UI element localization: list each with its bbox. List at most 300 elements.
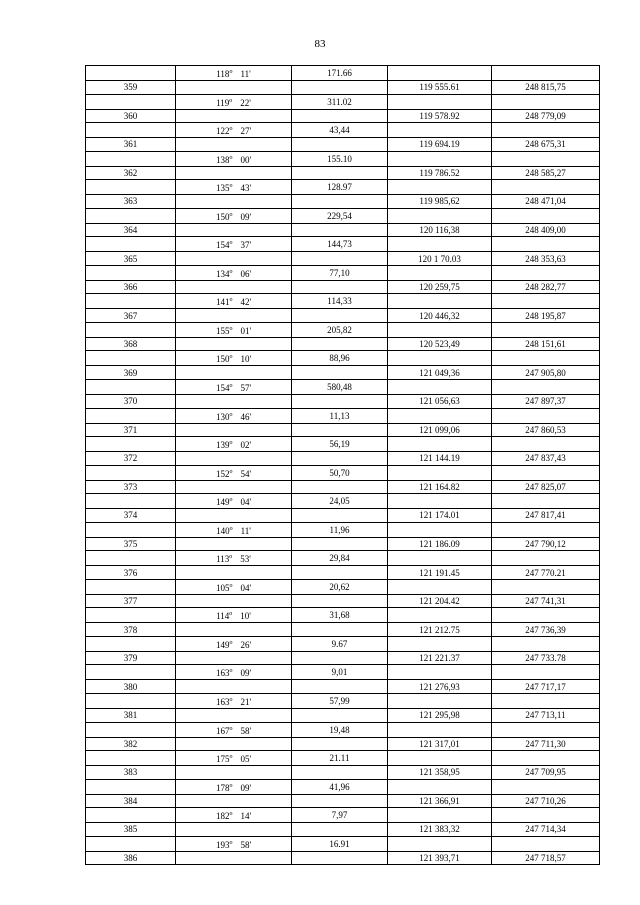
- point-cell: [86, 608, 176, 623]
- table-row: [86, 737, 600, 751]
- y-coordinate-cell: 247 817,41: [492, 509, 600, 523]
- table-row: [86, 280, 600, 294]
- distance-cell: 19,48: [292, 722, 388, 737]
- y-coordinate-cell: 247 736,39: [492, 623, 600, 637]
- distance-cell: [292, 337, 388, 351]
- point-cell: 360: [86, 109, 176, 123]
- bearing-cell: [176, 579, 292, 594]
- bearing-cell: [176, 836, 292, 851]
- table-row: [86, 180, 600, 195]
- bearing-minutes: 09': [240, 211, 252, 222]
- bearing-cell: [176, 208, 292, 223]
- distance-cell: [292, 680, 388, 694]
- x-coordinate-cell: [388, 265, 492, 280]
- distance-cell: 88,96: [292, 351, 388, 366]
- y-coordinate-cell: 248 195,87: [492, 309, 600, 323]
- x-coordinate-cell: 121 049,36: [388, 366, 492, 380]
- distance-cell: [292, 252, 388, 266]
- x-coordinate-cell: [388, 779, 492, 794]
- bearing-degrees: 135: [215, 183, 230, 194]
- bearing-cell: [176, 665, 292, 680]
- distance-cell: 9.67: [292, 636, 388, 651]
- y-coordinate-cell: 248 779,09: [492, 109, 600, 123]
- bearing-minutes: 21': [240, 697, 252, 708]
- distance-cell: 24,05: [292, 494, 388, 509]
- bearing-degrees: 155: [215, 325, 230, 336]
- bearing-cell: [176, 322, 292, 337]
- x-coordinate-cell: 119 985,62: [388, 195, 492, 209]
- bearing-degrees: 175: [215, 754, 230, 765]
- table-row: [86, 465, 600, 480]
- bearing-cell: [176, 636, 292, 651]
- y-coordinate-cell: [492, 66, 600, 81]
- table-row: [86, 81, 600, 95]
- y-coordinate-cell: [492, 380, 600, 395]
- distance-cell: [292, 138, 388, 152]
- table-row: [86, 208, 600, 223]
- point-cell: [86, 636, 176, 651]
- distance-cell: [292, 709, 388, 723]
- bearing-minutes: 11': [240, 525, 251, 536]
- point-cell: [86, 380, 176, 395]
- table-row: [86, 408, 600, 423]
- point-cell: [86, 151, 176, 166]
- table-row: [86, 509, 600, 523]
- table-row: [86, 709, 600, 723]
- table-row: [86, 579, 600, 594]
- bearing-cell: [176, 437, 292, 452]
- x-coordinate-cell: [388, 579, 492, 594]
- table-row: [86, 480, 600, 494]
- bearing-cell: [176, 380, 292, 395]
- x-coordinate-cell: 121 295,98: [388, 709, 492, 723]
- x-coordinate-cell: 121 317,01: [388, 737, 492, 751]
- x-coordinate-cell: [388, 836, 492, 851]
- y-coordinate-cell: 248 471,04: [492, 195, 600, 209]
- x-coordinate-cell: 121 099,06: [388, 423, 492, 437]
- bearing-cell: [176, 81, 292, 95]
- table-row: [86, 823, 600, 837]
- y-coordinate-cell: 247 905,80: [492, 366, 600, 380]
- distance-cell: [292, 109, 388, 123]
- y-coordinate-cell: [492, 779, 600, 794]
- degree-symbol: o: [229, 611, 233, 618]
- distance-cell: 11,13: [292, 408, 388, 423]
- degree-symbol: o: [229, 126, 233, 133]
- table-row: [86, 636, 600, 651]
- bearing-minutes: 27': [240, 126, 252, 137]
- y-coordinate-cell: [492, 151, 600, 166]
- distance-cell: 31,68: [292, 608, 388, 623]
- distance-cell: [292, 223, 388, 237]
- y-coordinate-cell: 248 815,75: [492, 81, 600, 95]
- bearing-degrees: 118: [216, 69, 230, 79]
- bearing-cell: [176, 109, 292, 123]
- distance-cell: [292, 395, 388, 409]
- table-row: [86, 366, 600, 380]
- distance-cell: 41,96: [292, 779, 388, 794]
- x-coordinate-cell: [388, 608, 492, 623]
- distance-cell: [292, 766, 388, 780]
- x-coordinate-cell: [388, 322, 492, 337]
- x-coordinate-cell: [388, 151, 492, 166]
- y-coordinate-cell: 247 897,37: [492, 395, 600, 409]
- table-row: [86, 494, 600, 509]
- distance-cell: 57,99: [292, 694, 388, 709]
- x-coordinate-cell: 121 366,91: [388, 794, 492, 808]
- bearing-cell: [176, 309, 292, 323]
- coordinate-table-body: [86, 66, 600, 865]
- bearing-minutes: 04': [240, 497, 252, 508]
- point-cell: [86, 779, 176, 794]
- bearing-degrees: 150: [215, 211, 230, 222]
- bearing-cell: [176, 537, 292, 551]
- distance-cell: 9,01: [292, 665, 388, 680]
- bearing-cell: [176, 722, 292, 737]
- x-coordinate-cell: 121 164.82: [388, 480, 492, 494]
- y-coordinate-cell: 247 741,31: [492, 594, 600, 608]
- table-row: [86, 294, 600, 309]
- y-coordinate-cell: [492, 208, 600, 223]
- x-coordinate-cell: [388, 294, 492, 309]
- point-cell: 379: [86, 651, 176, 665]
- point-cell: 359: [86, 81, 176, 95]
- y-coordinate-cell: [492, 722, 600, 737]
- distance-cell: 43,44: [292, 123, 388, 138]
- bearing-degrees: 141: [215, 297, 230, 308]
- degree-symbol: o: [229, 582, 233, 589]
- degree-symbol: o: [229, 325, 233, 332]
- degree-symbol: o: [229, 411, 233, 418]
- bearing-degrees: 122: [215, 126, 230, 137]
- point-cell: 370: [86, 395, 176, 409]
- bearing-cell: [176, 651, 292, 665]
- bearing-cell: [176, 680, 292, 694]
- bearing-degrees: 149: [215, 497, 230, 508]
- x-coordinate-cell: 121 174.01: [388, 509, 492, 523]
- point-cell: 362: [86, 166, 176, 180]
- y-coordinate-cell: [492, 180, 600, 195]
- bearing-cell: [176, 465, 292, 480]
- degree-symbol: o: [229, 211, 233, 218]
- bearing-degrees: 163: [215, 697, 230, 708]
- x-coordinate-cell: 121 204.42: [388, 594, 492, 608]
- x-coordinate-cell: 119 555.61: [388, 81, 492, 95]
- bearing-cell: [176, 166, 292, 180]
- y-coordinate-cell: [492, 608, 600, 623]
- point-cell: [86, 408, 176, 423]
- bearing-minutes: 11': [240, 69, 251, 79]
- bearing-degrees: 178: [215, 782, 230, 793]
- bearing-cell: [176, 265, 292, 280]
- table-row: [86, 623, 600, 637]
- bearing-degrees: 154: [215, 383, 230, 394]
- point-cell: 371: [86, 423, 176, 437]
- y-coordinate-cell: [492, 551, 600, 566]
- x-coordinate-cell: [388, 208, 492, 223]
- bearing-cell: [176, 509, 292, 523]
- point-cell: 366: [86, 280, 176, 294]
- degree-symbol: o: [229, 554, 233, 561]
- point-cell: 378: [86, 623, 176, 637]
- y-coordinate-cell: 247 790,12: [492, 537, 600, 551]
- degree-symbol: o: [229, 497, 233, 504]
- point-cell: [86, 208, 176, 223]
- table-row: [86, 166, 600, 180]
- table-row: [86, 66, 600, 81]
- point-cell: 363: [86, 195, 176, 209]
- distance-cell: 50,70: [292, 465, 388, 480]
- x-coordinate-cell: 121 056,63: [388, 395, 492, 409]
- point-cell: [86, 351, 176, 366]
- point-cell: 384: [86, 794, 176, 808]
- point-cell: [86, 522, 176, 537]
- bearing-cell: [176, 94, 292, 109]
- x-coordinate-cell: [388, 237, 492, 252]
- table-row: [86, 223, 600, 237]
- bearing-cell: [176, 851, 292, 865]
- x-coordinate-cell: 121 144.19: [388, 452, 492, 466]
- table-row: [86, 109, 600, 123]
- bearing-minutes: 22': [240, 97, 251, 108]
- y-coordinate-cell: [492, 94, 600, 109]
- degree-symbol: o: [229, 839, 233, 846]
- point-cell: 380: [86, 680, 176, 694]
- table-row: [86, 766, 600, 780]
- bearing-degrees: 114: [216, 611, 230, 622]
- point-cell: 373: [86, 480, 176, 494]
- y-coordinate-cell: 248 282,77: [492, 280, 600, 294]
- bearing-cell: [176, 623, 292, 637]
- bearing-degrees: 105: [215, 582, 230, 593]
- y-coordinate-cell: [492, 294, 600, 309]
- x-coordinate-cell: 120 259,75: [388, 280, 492, 294]
- y-coordinate-cell: 248 675,31: [492, 138, 600, 152]
- bearing-cell: [176, 66, 292, 81]
- table-row: [86, 551, 600, 566]
- table-row: [86, 779, 600, 794]
- bearing-minutes: 43': [240, 183, 252, 194]
- table-row: [86, 594, 600, 608]
- bearing-cell: [176, 408, 292, 423]
- table-row: [86, 94, 600, 109]
- y-coordinate-cell: [492, 265, 600, 280]
- table-row: [86, 423, 600, 437]
- bearing-minutes: 00': [240, 154, 252, 165]
- table-row: [86, 651, 600, 665]
- x-coordinate-cell: [388, 665, 492, 680]
- bearing-cell: [176, 294, 292, 309]
- degree-symbol: o: [229, 97, 233, 104]
- table-row: [86, 351, 600, 366]
- distance-cell: [292, 452, 388, 466]
- bearing-cell: [176, 280, 292, 294]
- degree-symbol: o: [229, 297, 233, 304]
- y-coordinate-cell: [492, 636, 600, 651]
- point-cell: [86, 294, 176, 309]
- x-coordinate-cell: [388, 94, 492, 109]
- distance-cell: 29,84: [292, 551, 388, 566]
- distance-cell: [292, 166, 388, 180]
- x-coordinate-cell: [388, 408, 492, 423]
- bearing-cell: [176, 808, 292, 823]
- degree-symbol: o: [229, 811, 233, 818]
- distance-cell: 7,97: [292, 808, 388, 823]
- bearing-cell: [176, 237, 292, 252]
- x-coordinate-cell: [388, 494, 492, 509]
- bearing-cell: [176, 123, 292, 138]
- x-coordinate-cell: 121 393,71: [388, 851, 492, 865]
- bearing-degrees: 154: [215, 240, 230, 251]
- y-coordinate-cell: 247 709,95: [492, 766, 600, 780]
- bearing-minutes: 09': [240, 782, 252, 793]
- degree-symbol: o: [229, 525, 233, 532]
- table-row: [86, 151, 600, 166]
- table-row: [86, 851, 600, 865]
- x-coordinate-cell: [388, 380, 492, 395]
- bearing-cell: [176, 594, 292, 608]
- point-cell: [86, 123, 176, 138]
- bearing-degrees: 134: [215, 268, 230, 279]
- distance-cell: 144,73: [292, 237, 388, 252]
- bearing-minutes: 58': [240, 839, 252, 850]
- degree-symbol: o: [229, 468, 233, 475]
- x-coordinate-cell: [388, 437, 492, 452]
- bearing-cell: [176, 180, 292, 195]
- y-coordinate-cell: 247 825,07: [492, 480, 600, 494]
- point-cell: 383: [86, 766, 176, 780]
- x-coordinate-cell: 121 221.37: [388, 651, 492, 665]
- point-cell: [86, 437, 176, 452]
- point-cell: 364: [86, 223, 176, 237]
- point-cell: 376: [86, 566, 176, 580]
- y-coordinate-cell: 248 151,61: [492, 337, 600, 351]
- y-coordinate-cell: 247 713,11: [492, 709, 600, 723]
- table-row: [86, 836, 600, 851]
- bearing-degrees: 119: [216, 97, 230, 108]
- bearing-cell: [176, 709, 292, 723]
- distance-cell: 20,62: [292, 579, 388, 594]
- bearing-degrees: 113: [216, 554, 230, 565]
- point-cell: [86, 465, 176, 480]
- distance-cell: [292, 81, 388, 95]
- bearing-minutes: 09': [240, 668, 252, 679]
- x-coordinate-cell: 119 694.19: [388, 138, 492, 152]
- degree-symbol: o: [229, 183, 233, 190]
- bearing-cell: [176, 223, 292, 237]
- point-cell: [86, 694, 176, 709]
- degree-symbol: o: [229, 69, 233, 75]
- distance-cell: [292, 366, 388, 380]
- y-coordinate-cell: [492, 751, 600, 766]
- bearing-cell: [176, 794, 292, 808]
- point-cell: 386: [86, 851, 176, 865]
- y-coordinate-cell: [492, 494, 600, 509]
- bearing-minutes: 26': [240, 639, 252, 650]
- degree-symbol: o: [229, 240, 233, 247]
- bearing-degrees: 167: [215, 725, 230, 736]
- table-row: [86, 680, 600, 694]
- point-cell: [86, 237, 176, 252]
- x-coordinate-cell: 120 523,49: [388, 337, 492, 351]
- x-coordinate-cell: [388, 66, 492, 81]
- distance-cell: 21.11: [292, 751, 388, 766]
- x-coordinate-cell: [388, 351, 492, 366]
- point-cell: [86, 94, 176, 109]
- y-coordinate-cell: 247 860,53: [492, 423, 600, 437]
- distance-cell: 16.91: [292, 836, 388, 851]
- x-coordinate-cell: 121 191.45: [388, 566, 492, 580]
- bearing-cell: [176, 195, 292, 209]
- degree-symbol: o: [229, 383, 233, 390]
- bearing-minutes: 42': [240, 297, 252, 308]
- bearing-minutes: 10': [240, 611, 251, 622]
- x-coordinate-cell: 120 116,38: [388, 223, 492, 237]
- x-coordinate-cell: [388, 123, 492, 138]
- point-cell: 369: [86, 366, 176, 380]
- y-coordinate-cell: 247 710,26: [492, 794, 600, 808]
- point-cell: [86, 808, 176, 823]
- y-coordinate-cell: 248 353,63: [492, 252, 600, 266]
- distance-cell: [292, 195, 388, 209]
- x-coordinate-cell: [388, 808, 492, 823]
- distance-cell: [292, 309, 388, 323]
- table-row: [86, 252, 600, 266]
- bearing-degrees: 152: [215, 468, 230, 479]
- table-row: [86, 722, 600, 737]
- distance-cell: 11,96: [292, 522, 388, 537]
- degree-symbol: o: [229, 639, 233, 646]
- table-row: [86, 452, 600, 466]
- bearing-degrees: 163: [215, 668, 230, 679]
- bearing-cell: [176, 766, 292, 780]
- bearing-degrees: 138: [215, 154, 230, 165]
- distance-cell: [292, 737, 388, 751]
- y-coordinate-cell: 248 409,00: [492, 223, 600, 237]
- degree-symbol: o: [229, 754, 233, 761]
- table-row: [86, 123, 600, 138]
- bearing-minutes: 10': [240, 354, 252, 365]
- degree-symbol: o: [229, 782, 233, 789]
- bearing-degrees: 149: [215, 639, 230, 650]
- y-coordinate-cell: [492, 665, 600, 680]
- bearing-degrees: 130: [215, 411, 230, 422]
- bearing-cell: [176, 823, 292, 837]
- bearing-minutes: 54': [240, 468, 252, 479]
- y-coordinate-cell: 247 837,43: [492, 452, 600, 466]
- x-coordinate-cell: [388, 465, 492, 480]
- point-cell: [86, 180, 176, 195]
- distance-cell: 128.97: [292, 180, 388, 195]
- distance-cell: 205,82: [292, 322, 388, 337]
- y-coordinate-cell: [492, 694, 600, 709]
- point-cell: 377: [86, 594, 176, 608]
- y-coordinate-cell: 247 770.21: [492, 566, 600, 580]
- distance-cell: [292, 480, 388, 494]
- y-coordinate-cell: [492, 123, 600, 138]
- table-row: [86, 337, 600, 351]
- y-coordinate-cell: 247 714,34: [492, 823, 600, 837]
- x-coordinate-cell: 119 578.92: [388, 109, 492, 123]
- table-row: [86, 237, 600, 252]
- bearing-cell: [176, 779, 292, 794]
- x-coordinate-cell: [388, 180, 492, 195]
- distance-cell: 77,10: [292, 265, 388, 280]
- bearing-minutes: 37': [240, 240, 252, 251]
- degree-symbol: o: [229, 440, 233, 447]
- bearing-minutes: 57': [240, 383, 252, 394]
- x-coordinate-cell: [388, 636, 492, 651]
